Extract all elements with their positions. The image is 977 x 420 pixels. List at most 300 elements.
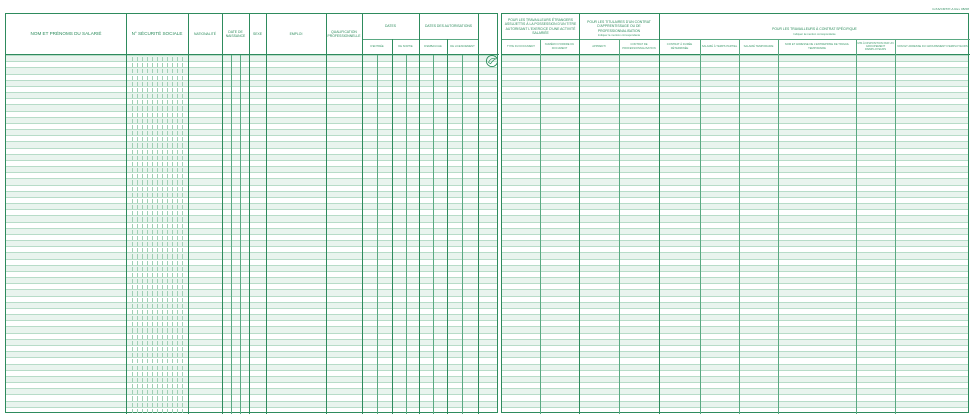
ssn-digit-tick [177,267,178,271]
ssn-digit-tick [157,285,158,289]
ssn-digit-tick [152,113,153,117]
ssn-digit-tick [162,285,163,289]
ssn-digit-tick [132,353,133,357]
ssn-digit-tick [177,328,178,332]
ssn-digit-tick [167,69,168,73]
header-doc-type: TYPE DU DOCUMENT [507,44,535,48]
header-sex: SEXE [252,31,263,36]
ssn-digit-tick [172,403,173,407]
ssn-digit-tick [162,143,163,147]
ssn-digit-tick [147,113,148,117]
ssn-digit-tick [172,396,173,400]
ssn-digit-tick [142,366,143,370]
ssn-digit-tick [167,285,168,289]
header-cdd: CONTRAT À DURÉE DÉTERMINÉE [666,43,693,50]
ssn-digit-tick [172,137,173,141]
col-sep [240,55,241,414]
ssn-digit-tick [172,100,173,104]
ssn-digit-tick [152,88,153,92]
ssn-digit-tick [182,267,183,271]
col-sep [478,14,479,414]
ssn-digit-tick [142,131,143,135]
ssn-digit-tick [142,242,143,246]
ssn-digit-tick [167,217,168,221]
ssn-digit-tick [137,125,138,129]
ssn-digit-tick [142,217,143,221]
ssn-digit-tick [167,211,168,215]
ssn-digit-tick [177,316,178,320]
ssn-digit-tick [157,94,158,98]
ssn-digit-tick [162,205,163,209]
ssn-digit-tick [147,310,148,314]
ssn-digit-tick [147,359,148,363]
ssn-digit-tick [162,242,163,246]
header-exit: DE SORTIE [398,44,413,48]
ssn-digit-tick [157,267,158,271]
ssn-digit-tick [137,316,138,320]
ssn-digit-tick [167,168,168,172]
header-apprentice-cell [579,14,659,39]
ssn-digit-tick [162,236,163,240]
ssn-digit-tick [137,390,138,394]
right-rows [502,55,968,412]
ssn-digit-tick [132,254,133,258]
ssn-digit-tick [142,174,143,178]
ssn-digit-tick [177,298,178,302]
ssn-digit-tick [142,106,143,110]
table-row[interactable] [502,407,968,414]
ssn-digit-tick [167,57,168,61]
ssn-digit-tick [177,106,178,110]
ssn-digit-tick [137,396,138,400]
ssn-digit-tick [182,174,183,178]
ssn-digit-tick [182,335,183,339]
ssn-digit-tick [177,211,178,215]
ssn-digit-tick [147,279,148,283]
ssn-digit-tick [152,396,153,400]
ssn-digit-tick [132,76,133,80]
ssn-digit-tick [172,230,173,234]
ssn-digit-tick [147,106,148,110]
ssn-digit-tick [157,341,158,345]
col-sep [447,39,448,414]
ssn-digit-tick [132,267,133,271]
ssn-digit-tick [182,285,183,289]
ssn-digit-tick [137,409,138,413]
ssn-digit-tick [137,403,138,407]
ssn-digit-tick [147,199,148,203]
ssn-digit-tick [152,162,153,166]
ssn-digit-tick [132,119,133,123]
ssn-digit-tick [142,328,143,332]
ssn-digit-tick [132,100,133,104]
ssn-digit-tick [142,341,143,345]
ssn-digit-tick [147,384,148,388]
ssn-digit-tick [147,174,148,178]
ssn-digit-tick [147,131,148,135]
ssn-digit-tick [147,378,148,382]
ssn-digit-tick [172,322,173,326]
ssn-digit-tick [162,94,163,98]
ssn-digit-tick [142,168,143,172]
ssn-digit-tick [162,224,163,228]
ssn-digit-tick [167,113,168,117]
col-sep [700,39,701,414]
ssn-digit-tick [167,378,168,382]
ssn-digit-tick [167,187,168,191]
ssn-digit-tick [157,230,158,234]
ssn-digit-tick [147,230,148,234]
ssn-digit-tick [142,298,143,302]
ssn-digit-tick [137,174,138,178]
ssn-digit-tick [142,76,143,80]
ssn-digit-tick [157,366,158,370]
header-name: NOM ET PRÉNOMS DU SALARIÉ [30,31,102,37]
ssn-digit-tick [142,353,143,357]
ssn-digit-tick [157,168,158,172]
ssn-digit-tick [142,205,143,209]
ssn-digit-tick [142,384,143,388]
ssn-digit-tick [132,322,133,326]
ssn-digit-tick [162,125,163,129]
ssn-digit-tick [167,359,168,363]
ssn-digit-tick [182,328,183,332]
header-group-assigned: MIS À DISPOSITION PAR UN GROUPEMENT D'EMPLOYEURS [857,41,894,52]
ssn-digit-tick [182,261,183,265]
ssn-digit-tick [162,119,163,123]
ssn-digit-tick [152,403,153,407]
ssn-digit-tick [147,291,148,295]
ssn-digit-tick [167,335,168,339]
ssn-digit-tick [157,291,158,295]
ssn-digit-tick [177,88,178,92]
ssn-digit-tick [132,298,133,302]
ssn-digit-tick [172,57,173,61]
ssn-digit-tick [142,359,143,363]
ssn-digit-tick [167,131,168,135]
ssn-digit-tick [137,143,138,147]
ssn-digit-tick [157,187,158,191]
ssn-digit-tick [147,328,148,332]
ssn-digit-tick [177,409,178,413]
ssn-digit-tick [142,82,143,86]
ssn-digit-tick [182,88,183,92]
ssn-digit-tick [162,180,163,184]
ssn-digit-tick [152,230,153,234]
ssn-digit-tick [162,150,163,154]
ssn-digit-tick [152,193,153,197]
ssn-digit-tick [137,199,138,203]
ssn-digit-tick [137,236,138,240]
ssn-digit-tick [137,63,138,67]
brand-logo-icon [485,54,499,68]
ssn-digit-tick [132,279,133,283]
ssn-digit-tick [162,403,163,407]
ssn-digit-tick [182,143,183,147]
ssn-digit-tick [177,94,178,98]
ssn-digit-tick [157,378,158,382]
ssn-digit-tick [147,143,148,147]
ssn-digit-tick [172,366,173,370]
ssn-digit-tick [147,273,148,277]
ssn-digit-tick [132,125,133,129]
ssn-digit-tick [137,88,138,92]
left-page [5,13,498,413]
ssn-digit-tick [177,341,178,345]
ssn-digit-tick [137,137,138,141]
col-sep [188,14,189,414]
ssn-digit-tick [152,254,153,258]
ssn-digit-tick [147,168,148,172]
ssn-digit-tick [152,76,153,80]
col-sep [619,39,620,414]
ssn-digit-tick [162,137,163,141]
ssn-digit-tick [182,347,183,351]
ssn-digit-tick [152,174,153,178]
ssn-digit-tick [137,279,138,283]
ssn-digit-tick [182,359,183,363]
ssn-digit-tick [142,156,143,160]
ssn-digit-tick [167,143,168,147]
ssn-digit-tick [172,88,173,92]
ssn-digit-tick [182,372,183,376]
ssn-digit-tick [167,125,168,129]
ssn-digit-tick [182,396,183,400]
ssn-digit-tick [137,113,138,117]
ssn-digit-tick [147,63,148,67]
ssn-digit-tick [137,94,138,98]
ssn-digit-tick [182,193,183,197]
ssn-digit-tick [132,390,133,394]
ssn-digit-tick [167,353,168,357]
ssn-digit-tick [137,273,138,277]
ssn-digit-tick [157,63,158,67]
ssn-digit-tick [182,94,183,98]
ssn-digit-tick [162,372,163,376]
ssn-digit-tick [137,384,138,388]
ssn-digit-tick [172,298,173,302]
ssn-digit-tick [177,347,178,351]
ssn-digit-tick [162,88,163,92]
ssn-digit-tick [137,378,138,382]
ssn-digit-tick [147,76,148,80]
ssn-digit-tick [172,156,173,160]
ssn-digit-tick [147,403,148,407]
ssn-digit-tick [182,100,183,104]
ssn-digit-tick [142,88,143,92]
ssn-digit-tick [182,106,183,110]
ssn-digit-tick [177,322,178,326]
form-reference: C/AS/CMT/P-A Rev 08/08 [932,7,969,11]
ssn-digit-tick [157,82,158,86]
ssn-digit-tick [167,242,168,246]
ssn-digit-tick [167,94,168,98]
ssn-digit-tick [182,57,183,61]
ssn-digit-tick [157,322,158,326]
table-row[interactable] [6,407,497,414]
ssn-digit-tick [177,304,178,308]
ssn-digit-tick [157,162,158,166]
col-sep [540,39,541,414]
ssn-digit-tick [167,76,168,80]
ssn-digit-tick [177,335,178,339]
ssn-digit-tick [182,131,183,135]
ssn-digit-tick [157,156,158,160]
ssn-digit-tick [177,224,178,228]
ssn-digit-tick [137,291,138,295]
header-apprentice-group: POUR LES TITULAIRES D'UN CONTRAT D'APPRENTISSAGE OU DE PROFESSIONNALISATION [587,20,651,33]
ssn-digit-tick [167,224,168,228]
ssn-digit-tick [167,137,168,141]
col-sep [739,39,740,414]
ssn-digit-tick [142,335,143,339]
ssn-digit-tick [167,322,168,326]
ssn-digit-tick [167,396,168,400]
ssn-digit-tick [177,143,178,147]
ssn-digit-tick [172,162,173,166]
ssn-digit-tick [167,150,168,154]
ssn-digit-tick [142,143,143,147]
ssn-digit-tick [157,180,158,184]
col-sep [392,39,393,414]
ssn-digit-tick [152,143,153,147]
ssn-digit-tick [142,285,143,289]
ssn-digit-tick [152,100,153,104]
ssn-digit-tick [177,156,178,160]
ssn-digit-tick [167,366,168,370]
ssn-digit-tick [162,328,163,332]
ssn-digit-tick [177,168,178,172]
ssn-digit-tick [172,390,173,394]
ssn-digit-tick [157,409,158,413]
ssn-digit-tick [167,88,168,92]
col-sep [377,55,378,414]
ssn-digit-tick [137,267,138,271]
ssn-digit-tick [167,248,168,252]
ssn-digit-tick [142,119,143,123]
ssn-digit-tick [157,359,158,363]
ssn-digit-tick [152,409,153,413]
ssn-digit-tick [132,359,133,363]
ssn-digit-tick [147,322,148,326]
ssn-digit-tick [132,248,133,252]
ssn-digit-tick [152,156,153,160]
ssn-digit-tick [182,180,183,184]
col-sep [778,39,779,414]
ssn-digit-tick [162,100,163,104]
ssn-digit-tick [157,279,158,283]
ssn-digit-tick [152,347,153,351]
ssn-digit-tick [142,316,143,320]
header-hire: D'EMBAUCHE [424,44,442,48]
ssn-digit-tick [167,384,168,388]
ssn-digit-tick [182,63,183,67]
ssn-digit-tick [132,180,133,184]
specific-note: Indiquer la mention correspondante [793,33,836,37]
ssn-digit-tick [142,378,143,382]
ssn-digit-tick [147,88,148,92]
ssn-digit-tick [167,347,168,351]
ssn-digit-tick [172,341,173,345]
ssn-digit-tick [152,57,153,61]
ssn-digit-tick [142,137,143,141]
ssn-digit-tick [142,273,143,277]
ssn-digit-tick [177,285,178,289]
ssn-digit-tick [167,119,168,123]
ssn-digit-tick [172,372,173,376]
ssn-digit-tick [152,384,153,388]
ssn-digit-tick [132,328,133,332]
ssn-digit-tick [172,82,173,86]
ssn-digit-tick [147,285,148,289]
ssn-digit-tick [147,409,148,413]
ssn-digit-tick [162,310,163,314]
ssn-digit-tick [137,298,138,302]
ssn-digit-tick [147,304,148,308]
header-group-name: NOM ET ADRESSE DU GROUPEMENT D'EMPLOYEURS [897,44,968,48]
ssn-digit-tick [162,267,163,271]
ssn-digit-tick [147,366,148,370]
ssn-digit-tick [142,403,143,407]
ssn-digit-tick [182,168,183,172]
ssn-digit-tick [147,94,148,98]
ssn-digit-tick [152,69,153,73]
ssn-digit-tick [132,162,133,166]
ssn-digit-tick [182,341,183,345]
ssn-digit-tick [172,69,173,73]
ssn-digit-tick [172,285,173,289]
ssn-digit-tick [157,174,158,178]
ssn-digit-tick [177,384,178,388]
header-birthdate: DATE DE NAISSANCE [225,29,246,38]
ssn-digit-tick [132,174,133,178]
ssn-digit-tick [157,353,158,357]
ssn-digit-tick [162,366,163,370]
ssn-digit-tick [157,131,158,135]
ssn-digit-tick [147,125,148,129]
ssn-digit-tick [157,316,158,320]
ssn-digit-tick [167,316,168,320]
ssn-digit-tick [132,199,133,203]
header-temp: SALARIÉ TEMPORAIRE [743,44,774,48]
ssn-digit-tick [152,304,153,308]
ssn-digit-tick [167,205,168,209]
ssn-digit-tick [167,180,168,184]
ssn-digit-tick [177,359,178,363]
ssn-digit-tick [177,180,178,184]
ssn-digit-tick [137,261,138,265]
ssn-digit-tick [167,254,168,258]
ssn-digit-tick [157,125,158,129]
ssn-digit-tick [182,156,183,160]
ssn-digit-tick [147,261,148,265]
ssn-digit-tick [162,322,163,326]
ssn-digit-tick [172,273,173,277]
ssn-digit-tick [157,100,158,104]
ssn-digit-tick [142,113,143,117]
ssn-digit-tick [167,390,168,394]
ssn-digit-tick [132,217,133,221]
ssn-digit-tick [142,63,143,67]
ssn-digit-tick [182,403,183,407]
ssn-digit-tick [152,236,153,240]
ssn-digit-tick [152,125,153,129]
ssn-digit-tick [157,328,158,332]
ssn-digit-tick [132,187,133,191]
ssn-digit-tick [157,150,158,154]
ssn-digit-tick [177,174,178,178]
ssn-digit-tick [172,335,173,339]
